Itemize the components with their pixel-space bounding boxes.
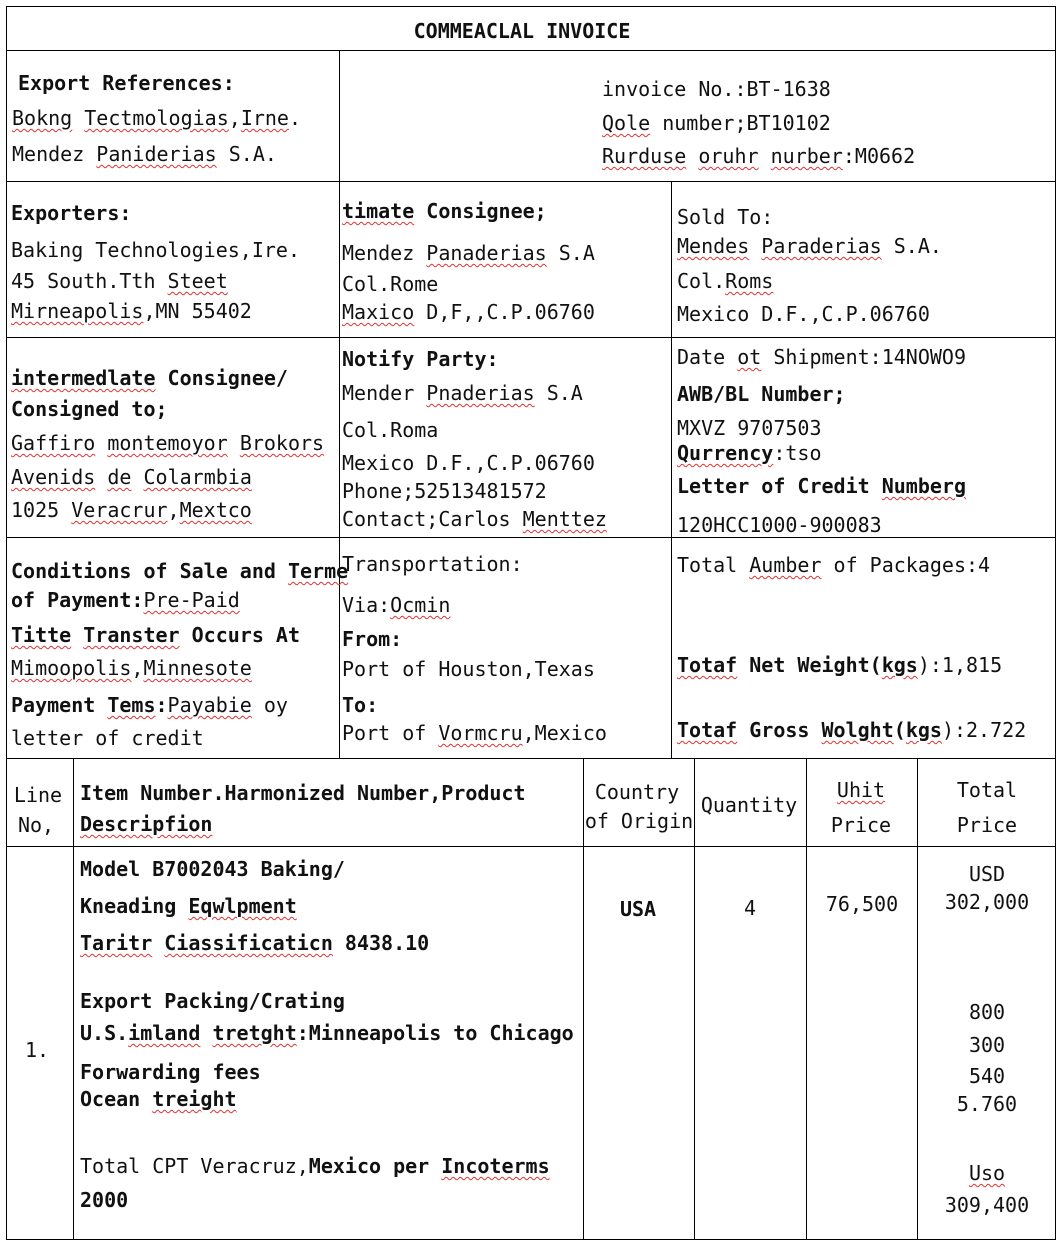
item-description-line: Forwarding fees bbox=[80, 1060, 261, 1084]
col-country-label-2: of Origin bbox=[584, 809, 694, 833]
payment-terms-line-2: letter of credit bbox=[11, 726, 204, 750]
col-unit-price-label: Uhit bbox=[836, 778, 886, 802]
code-number: Qole number;BT10102 bbox=[602, 111, 831, 135]
notify-line: Mexico D.F.,C.P.06760 bbox=[342, 451, 595, 475]
shipment-date: Date ot Shipment:14NOWO9 bbox=[677, 345, 967, 369]
consignee-line: Col.Rome bbox=[342, 272, 439, 296]
total-price-currency: USD bbox=[968, 862, 1006, 886]
payment-terms: Payment Tems:Payabie oy bbox=[11, 693, 288, 717]
rule bbox=[6, 337, 1056, 338]
intermediate-line: Gaffiro montemoyor Brokors bbox=[11, 431, 325, 455]
to-port: Port of Vormcru,Mexico bbox=[342, 721, 607, 745]
intermediate-consignee-heading: intermedlate Consignee/ bbox=[11, 366, 288, 390]
rule bbox=[917, 758, 918, 1240]
awb-heading: AWB/BL Number; bbox=[677, 382, 846, 406]
col-unit-price-label-2: Price bbox=[830, 813, 892, 837]
line-number: 1. bbox=[24, 1038, 50, 1062]
col-total-price-label: Total bbox=[956, 778, 1018, 802]
rule bbox=[339, 50, 340, 758]
col-item-label: Item Number.Harmonized Number,Product bbox=[80, 781, 526, 805]
intermediate-line: Avenids de Colarmbia bbox=[11, 465, 252, 489]
awb-number: MXVZ 9707503 bbox=[677, 416, 822, 440]
packing-price: 800 bbox=[968, 1000, 1006, 1024]
item-description-line: Ocean treight bbox=[80, 1087, 237, 1111]
transport-via: Via:Ocmin bbox=[342, 593, 451, 617]
col-total-price-label-2: Price bbox=[956, 813, 1018, 837]
title-transfer-location: Mimoopolis,Minnesote bbox=[11, 656, 252, 680]
sold-to-line: Mexico D.F.,C.P.06760 bbox=[677, 302, 930, 326]
rule bbox=[6, 50, 1056, 51]
col-country-label: Country bbox=[594, 780, 680, 804]
currency: Qurrency:tso bbox=[677, 441, 822, 465]
rule bbox=[73, 758, 74, 1240]
notify-line: Mender Pnaderias S.A bbox=[342, 381, 583, 405]
export-ref-line-1: Bokng Tectmologias,Irne. bbox=[12, 106, 302, 130]
consigned-to-heading: Consigned to; bbox=[11, 397, 168, 421]
sold-to-heading: Sold To: bbox=[677, 205, 774, 229]
total-net-weight: Totaf Net Weight(kgs):1,815 bbox=[677, 653, 1003, 677]
purchase-order-number: Rurduse oruhr nurber:M0662 bbox=[602, 144, 916, 168]
export-references-heading: Export References: bbox=[18, 71, 235, 95]
exporter-line: Baking Technologies,Ire. bbox=[11, 238, 300, 262]
title-transfer-heading: Titte Transter Occurs At bbox=[11, 623, 301, 647]
transportation-heading: Transportation: bbox=[342, 552, 523, 576]
total-packages: Total Aumber of Packages:4 bbox=[677, 553, 991, 577]
notify-phone: Phone;52513481572 bbox=[342, 479, 547, 503]
rule bbox=[6, 181, 1056, 182]
notify-party-heading: Notify Party: bbox=[342, 347, 499, 371]
exporter-line: Mirneapolis,MN 55402 bbox=[11, 299, 252, 323]
rule bbox=[806, 758, 807, 1240]
col-line-label-2: No, bbox=[17, 813, 55, 837]
col-quantity-label: Quantity bbox=[700, 793, 798, 817]
grand-total: 309,400 bbox=[944, 1193, 1030, 1217]
item-description-line: 2000 bbox=[80, 1188, 129, 1212]
total-gross-weight: Totaf Gross Wolght(kgs):2.722 bbox=[677, 718, 1027, 742]
ultimate-consignee-heading: timate Consignee; bbox=[342, 199, 547, 223]
sold-to-line: Col.Roms bbox=[677, 269, 774, 293]
item-description-line: Export Packing/Crating bbox=[80, 989, 345, 1013]
rule bbox=[6, 846, 1056, 847]
rule bbox=[6, 537, 1056, 538]
intermediate-line: 1025 Veracrur,Mextco bbox=[11, 498, 252, 522]
item-description-line: Total CPT Veracruz,Mexico per Incoterms bbox=[80, 1154, 550, 1178]
ocean-freight-price: 5.760 bbox=[956, 1092, 1018, 1116]
rule bbox=[6, 758, 1056, 759]
exporters-heading: Exporters: bbox=[11, 201, 132, 225]
conditions-heading: Conditions of Sale and Terme bbox=[11, 559, 349, 583]
terms-of-payment: of Payment:Pre-Paid bbox=[11, 588, 240, 612]
export-ref-line-2: Mendez Paniderias S.A. bbox=[12, 142, 277, 166]
from-port: Port of Houston,Texas bbox=[342, 657, 595, 681]
consignee-line: Maxico D,F,,C.P.06760 bbox=[342, 300, 595, 324]
item-description-line: Model B7002043 Baking/ bbox=[80, 857, 345, 881]
total-price: 302,000 bbox=[944, 890, 1030, 914]
from-heading: From: bbox=[342, 627, 403, 651]
invoice-title: COMMEACLAL INVOICE bbox=[413, 19, 631, 43]
item-description-line: Kneading Eqwlpment bbox=[80, 894, 297, 918]
country-of-origin: USA bbox=[619, 897, 657, 921]
col-line-label: Line bbox=[13, 783, 63, 807]
consignee-line: Mendez Panaderias S.A bbox=[342, 241, 595, 265]
item-description-line: U.S.imland tretght:Minneapolis to Chicago bbox=[80, 1021, 574, 1045]
quantity: 4 bbox=[743, 896, 757, 920]
sold-to-line: Mendes Paraderias S.A. bbox=[677, 234, 942, 258]
exporter-line: 45 South.Tth Steet bbox=[11, 269, 228, 293]
rule bbox=[694, 758, 695, 1240]
grand-total-currency: Uso bbox=[968, 1161, 1006, 1185]
unit-price: 76,500 bbox=[825, 892, 899, 916]
item-description-line: Taritr Ciassificaticn 8438.10 bbox=[80, 931, 430, 955]
letter-of-credit-number: 120HCC1000-900083 bbox=[677, 513, 882, 537]
col-item-label-2: Descripfion bbox=[80, 812, 213, 836]
notify-line: Col.Roma bbox=[342, 418, 439, 442]
letter-of-credit-heading: Letter of Credit Numberg bbox=[677, 474, 966, 498]
to-heading: To: bbox=[342, 693, 379, 717]
inland-freight-price: 300 bbox=[968, 1033, 1006, 1057]
invoice-number: invoice No.:BT-1638 bbox=[602, 77, 831, 101]
forwarding-fees-price: 540 bbox=[968, 1064, 1006, 1088]
notify-contact: Contact;Carlos Menttez bbox=[342, 507, 607, 531]
rule bbox=[671, 181, 672, 758]
